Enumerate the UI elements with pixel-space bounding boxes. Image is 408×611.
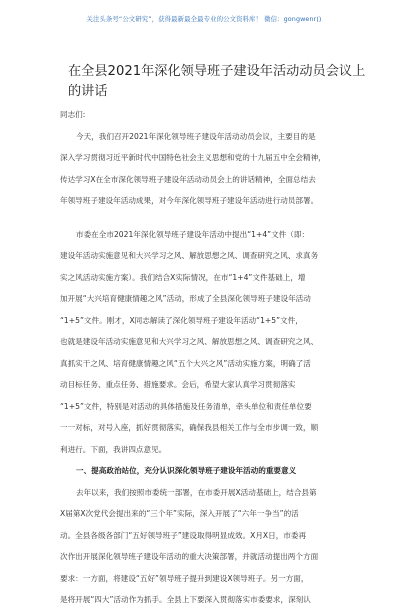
text-line: 是将开展“四大”活动作为抓手。全县上下要深入贯彻落实市委要求，深刻认 (60, 595, 311, 604)
text-line: “1+5”文件。刚才，X同志解读了深化领导班子建设年活动“1+5”文件， (60, 315, 303, 325)
text-line: 动。全县各级各部门“五好领导班子”建设取得明显成效。X月X日，市委再 (60, 530, 307, 540)
text-line: 年领导班子建设年活动成果，对今年深化领导班子建设年活动进行动员部署。 (60, 196, 319, 205)
paragraph-1 (60, 126, 352, 212)
paragraph-3 (60, 482, 352, 611)
text-line: 真抓实干之风、培育健康情趣之风“五个大兴之风”活动实施方案，明确了活 (60, 358, 311, 368)
text-line: 市委在全市2021年深化领导班子建设年活动中提出“1+4”文件（即： (76, 229, 310, 239)
text-line: 次作出开展深化领导班子建设年活动的重大决策部署，并就活动提出两个方面 (60, 552, 319, 561)
paragraph-2 (60, 224, 352, 461)
text-line: 传达学习X在全市深化领导班子建设年活动动员会上的讲话精神，全面总结去 (60, 174, 316, 184)
text-line: 今天，我们召开2021年深化领导班子建设年活动动员会议，主要目的是 (76, 131, 316, 141)
text-line: 实之风活动实施方案）。我们结合X实际情况，在市“1+4”文件基础上，增 (60, 272, 306, 282)
document-body (60, 104, 352, 611)
text-line: 去年以来，我们按照市委统一部署，在市委开展X活动基础上，结合县第 (76, 487, 317, 497)
text-line: 加开展“大兴培育健康情趣之风”活动，形成了全县深化领导班子建设年活动 (60, 294, 311, 303)
banner-text: 关注头条号“公文研究”，获得最新最全最专业的公文资料库！ 微信：gongwenr() (86, 14, 322, 23)
salutation: 同志们: (60, 110, 86, 119)
text-line: 建设年活动实施意见和大兴学习之风、解放思想之风、调查研究之风、求真务 (60, 251, 319, 260)
section-heading: 一、提高政治站位，充分认识深化领导班子建设年活动的重要意义 (76, 466, 297, 475)
text-line: 利进行。下面，我讲四点意见。 (60, 444, 167, 454)
text-line: X届第X次党代会提出来的“三个年”实际，深入开展了“六年一争当”的活 (60, 509, 299, 518)
text-line: “1+5”文件，特别是对活动的具体措施及任务清单，牵头单位和责任单位要 (60, 401, 312, 411)
text-line: 深入学习贯彻习近平新时代中国特色社会主义思想和党的十九届五中全会精神， (60, 153, 326, 162)
text-line: 也就是建设年活动实施意见和大兴学习之风、解放思想之风、调查研究之风、 (60, 337, 319, 346)
text-line: 动目标任务、重点任务、措施要求。会后，希望大家认真学习贯彻落实 (60, 380, 296, 389)
top-banner (0, 0, 408, 30)
document-title: 在全县2021年深化领导班子建设年活动动员会议上的讲话 (68, 64, 366, 99)
text-line: 要求：一方面，将建设“五好”领导班子提升到建设X领导班子。另一方面， (60, 573, 309, 583)
text-line: 一一对标，对号入座，抓好贯彻落实，确保我县相关工作与全市步调一致，顺 (60, 423, 319, 432)
